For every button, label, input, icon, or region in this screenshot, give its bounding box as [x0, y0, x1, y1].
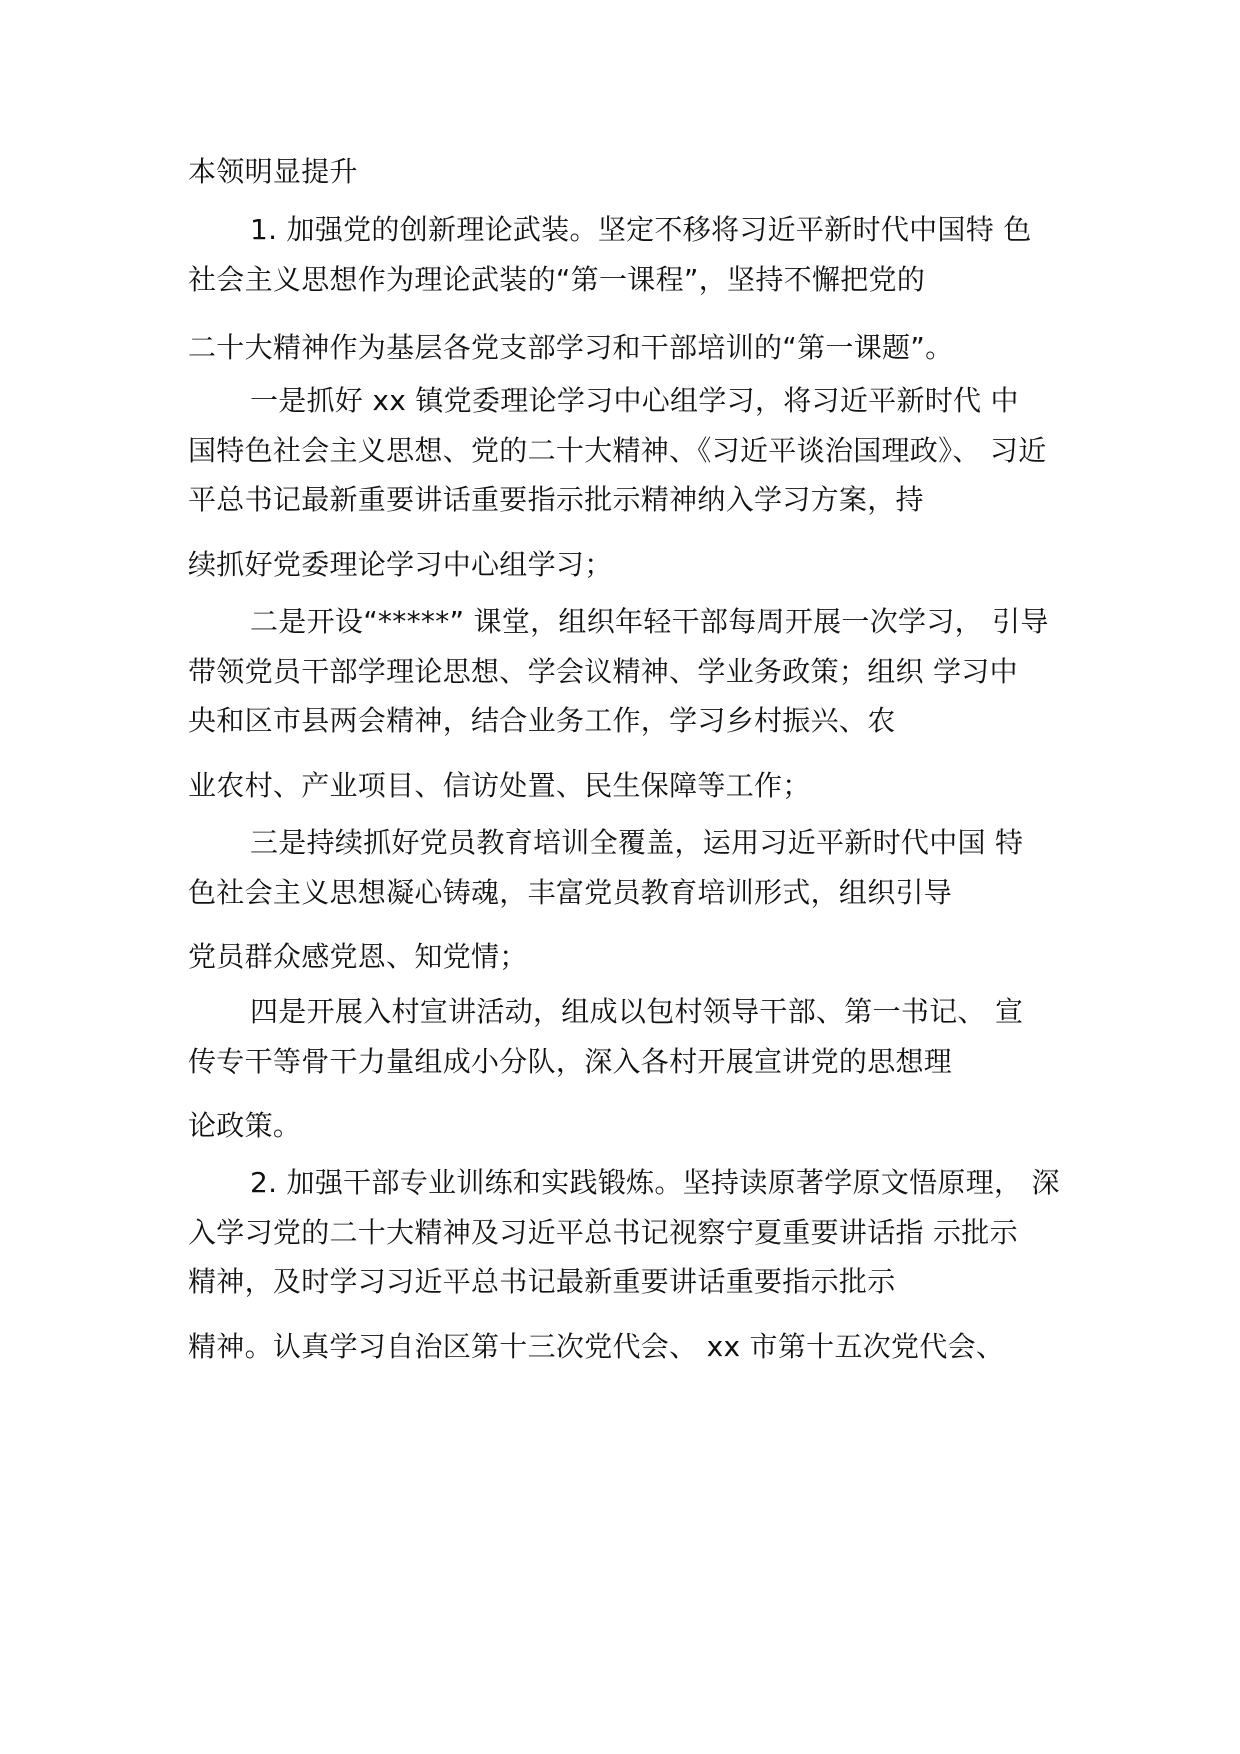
text-line: 1. 加强党的创新理论武装。坚定不移将习近平新时代中国特 色 [250, 213, 1032, 246]
text-line: 本领明显提升 [188, 155, 358, 188]
text-line: 精神，及时学习习近平总书记最新重要讲话重要指示批示 [188, 1265, 896, 1298]
text-line: 业农村、产业项目、信访处置、民生保障等工作； [188, 769, 811, 802]
text-line: 传专干等骨干力量组成小分队，深入各村开展宣讲党的思想理 [188, 1045, 953, 1078]
text-line: 一是抓好 xx 镇党委理论学习中心组学习，将习近平新时代 中 [250, 384, 1019, 417]
text-line: 平总书记最新重要讲话重要指示批示精神纳入学习方案，持 [188, 483, 924, 516]
text-line: 带领党员干部学理论思想、学会议精神、学业务政策；组织 学习中 [188, 655, 1018, 688]
text-line: 四是开展入村宣讲活动，组成以包村领导干部、第一书记、 宣 [250, 995, 1024, 1028]
text-line: 央和区市县两会精神，结合业务工作，学习乡村振兴、农 [188, 704, 896, 737]
text-line: 色社会主义思想凝心铸魂，丰富党员教育培训形式，组织引导 [188, 876, 953, 909]
text-line: 精神。认真学习自治区第十三次党代会、 xx 市第十五次党代会、 [188, 1330, 1005, 1363]
text-line: 三是持续抓好党员教育培训全覆盖，运用习近平新时代中国 特 [250, 826, 1024, 859]
text-line: 入学习党的二十大精神及习近平总书记视察宁夏重要讲话指 示批示 [188, 1216, 1018, 1249]
text-line: 论政策。 [188, 1109, 302, 1142]
text-line: 二是开设“*****” 课堂，组织年轻干部每周开展一次学习， 引导 [250, 605, 1049, 638]
text-line: 党员群众感党恩、知党情； [188, 940, 528, 973]
text-line: 国特色社会主义思想、党的二十大精神、《习近平谈治国理政》、 习近 [188, 434, 1047, 467]
text-line: 二十大精神作为基层各党支部学习和干部培训的“第一课题”。 [188, 331, 954, 364]
text-line: 社会主义思想作为理论武装的“第一课程”，坚持不懈把党的 [188, 263, 926, 296]
text-line: 续抓好党委理论学习中心组学习； [188, 548, 613, 581]
text-line: 2. 加强干部专业训练和实践锻炼。坚持读原著学原文悟原理， 深 [250, 1166, 1060, 1199]
